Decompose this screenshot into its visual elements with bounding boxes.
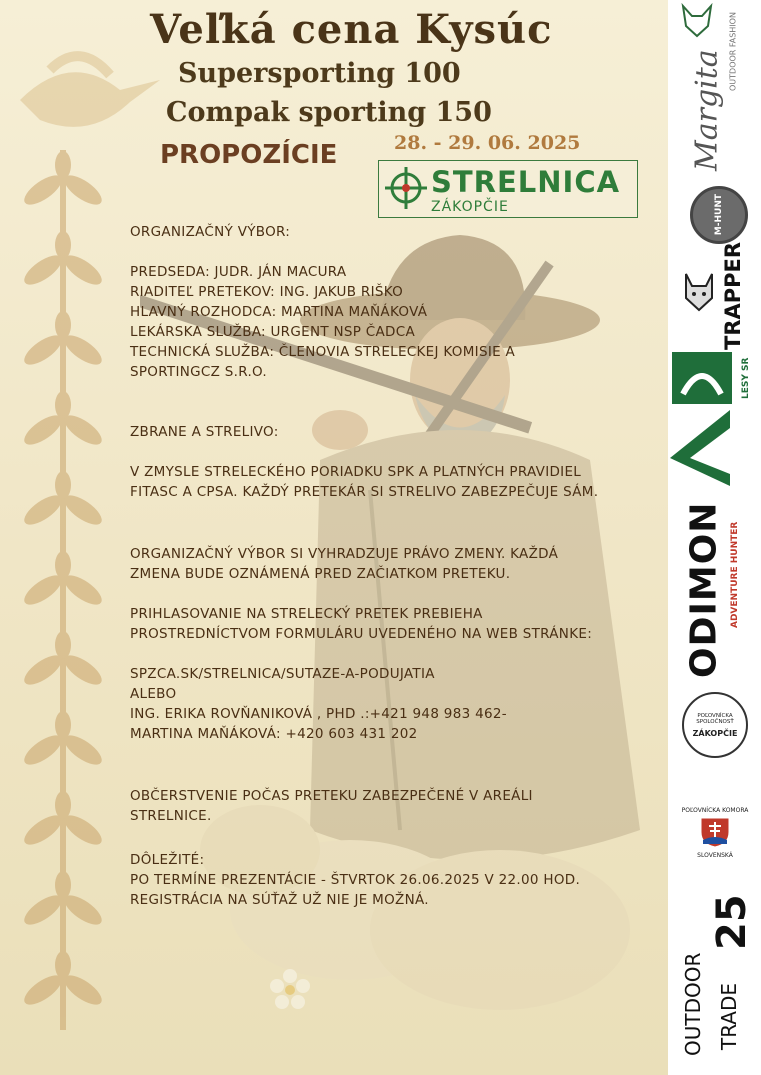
margita-logo: Margita [689,49,725,171]
strelnica-logo [378,160,638,218]
komora-country: SLOVENSKÁ [697,852,733,859]
committee-line: TECHNICKÁ SLUŽBA: ČLENOVIA STRELECKEJ KOMISIE A SPORTINGCZ S.R.O. [130,344,516,380]
polovnicka-spolocnost-label: POĽOVNÍCKA SPOLOČNOSŤ [696,712,734,725]
refreshments-section [130,786,600,826]
lynx-icon [682,272,716,312]
committee-heading: ORGANIZAČNÝ VÝBOR: [130,224,291,240]
mhunt-logo [690,186,748,244]
weapons-text: V ZMYSLE STRELECKÉHO PORIADKU SPK A PLATNÝCH PRAVIDIEL FITASC A CPSA. KAŽDÝ PRETEKÁR SI STRELIVO ZABEZPEČUJE SÁM. [130,464,599,500]
margita-tagline: OUTDOOR FASHION [728,12,738,92]
forest-triangle-icon [670,410,750,486]
sponsor-sidebar [668,0,761,1075]
committee-line: PREDSEDA: JUDR. JÁN MACURA [130,264,347,280]
outdoor-label: OUTDOOR [681,952,705,1056]
folk-ornament-icon [18,150,108,1030]
registration-url[interactable]: SPZCA.SK/STRELNICA/SUTAZE-A-PODUJATIA [130,666,435,682]
odimon-logo: ODIMON [683,501,725,679]
event-date: 28. - 29. 06. 2025 [394,132,581,154]
important-heading: DÔLEŽITÉ: [130,852,205,868]
registration-contact: MARTINA MAŇÁKOVÁ: +420 603 431 202 [130,726,418,742]
trade-label: TRADE [717,982,741,1050]
weapons-heading: ZBRANE A STRELIVO: [130,424,279,440]
crosshair-icon [385,167,427,209]
slovak-crest-icon [695,814,735,848]
committee-line: LEKÁRSKA SLUŽBA: URGENT NSP ČADCA [130,324,416,340]
registration-section [130,604,600,744]
strelnica-location: ZÁKOPČIE [431,199,509,215]
polovnicka-spolocnost-logo [682,692,748,758]
weapons-section [130,422,600,502]
registration-or: ALEBO [130,686,177,702]
event-subtitle-supersporting: Supersporting 100 [178,58,461,89]
outdoor-trade-year: 25 [709,894,755,950]
registration-text: PRIHLASOVANIE NA STRELECKÝ PRETEK PREBIEHA PROSTREDNÍCTVOM FORMULÁRU UVEDENÉHO NA WEB STRÁNKE: [130,606,593,642]
changes-text: ORGANIZAČNÝ VÝBOR SI VYHRADZUJE PRÁVO ZMENY. KAŽDÁ ZMENA BUDE OZNÁMENÁ PRED ZAČIATKOM PRETEKU. [130,546,559,582]
committee-section [130,222,600,382]
propozicie-heading: PROPOZÍCIE [160,140,338,170]
komora-label: POĽOVNÍCKA KOMORA [681,807,749,814]
fox-icon [680,2,714,38]
lesy-logo [672,352,732,404]
important-text: PO TERMÍNE PREZENTÁCIE - ŠTVRTOK 26.06.2025 V 22.00 HOD. REGISTRÁCIA NA SÚŤAŽ UŽ NIE JE MOŽNÁ. [130,872,581,908]
event-title: Veľká cena Kysúc [150,6,553,53]
registration-contact: ING. ERIKA ROVŇANIKOVÁ , PHD .:+421 948 983 462- [130,706,507,722]
trapper-logo: TRAPPER [721,241,745,351]
committee-line: RIADITEĽ PRETEKOV: ING. JAKUB RIŠKO [130,284,404,300]
odimon-tagline: ADVENTURE HUNTER [730,521,740,629]
lesy-label: LESY SR [741,357,751,399]
event-subtitle-compak: Compak sporting 150 [166,97,492,128]
important-section [130,850,600,910]
committee-line: HLAVNÝ ROZHODCA: MARTINA MAŇÁKOVÁ [130,304,428,320]
changes-section [130,544,600,584]
lesy-mark-icon [679,358,725,398]
polovnicka-komora-logo [676,796,754,870]
strelnica-name: STRELNICA [431,165,621,199]
mhunt-label: M-HUNT [714,194,724,236]
zakopcie-label: ZÁKOPČIE [692,728,738,738]
refreshments-text: OBČERSTVENIE POČAS PRETEKU ZABEZPEČENÉ V AREÁLI STRELNICE. [130,788,533,824]
